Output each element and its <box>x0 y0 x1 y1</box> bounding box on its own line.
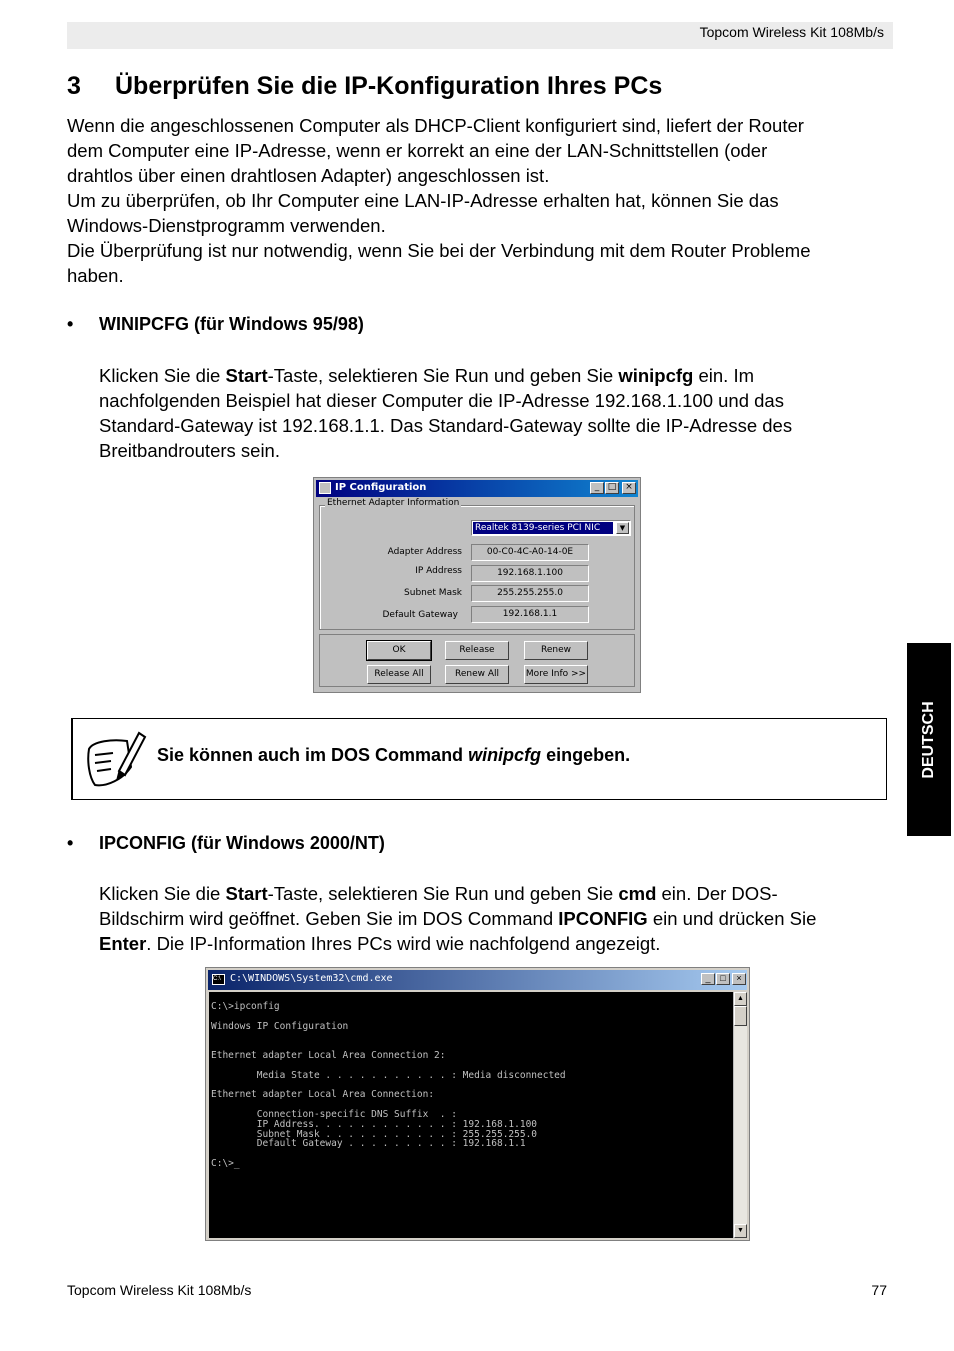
intro-line: Um zu überprüfen, ob Ihr Computer eine LAN-IP-Adresse erhalten hat, können Sie das <box>67 190 779 211</box>
cmd-term: cmd <box>618 883 657 904</box>
start-term: Start <box>225 883 268 904</box>
header-title: Topcom Wireless Kit 108Mb/s <box>699 24 884 40</box>
text: . Die IP-Information Ihres PCs wird wie nachfolgend angezeigt. <box>146 933 661 954</box>
renew-button[interactable]: Renew <box>524 641 588 660</box>
ok-button[interactable]: OK <box>367 641 431 660</box>
enter-term: Enter <box>99 933 147 954</box>
text: Klicken Sie die <box>99 365 226 386</box>
cmd-line: Media State . . . . . . . . . . . : Media disconnected <box>211 1070 566 1081</box>
bullet: • <box>67 833 74 853</box>
text: ein. Der DOS- <box>656 883 778 904</box>
ipconfig-line <box>99 931 899 956</box>
intro-line: Die Überprüfung ist nur notwendig, wenn Sie bei der Verbindung mit dem Router Probleme <box>67 240 811 261</box>
more-info-button[interactable]: More Info >> <box>524 665 588 684</box>
close-icon[interactable]: × <box>622 482 636 494</box>
dialog-title: IP Configuration <box>335 482 427 493</box>
cmd-title: C:\WINDOWS\System32\cmd.exe <box>230 973 393 984</box>
page-header <box>67 22 893 49</box>
intro-line: haben. <box>67 265 124 286</box>
network-icon <box>319 482 331 494</box>
text: -Taste, selektieren Sie Run und geben Sie <box>267 365 619 386</box>
cmd-line: C:\>_ <box>211 1158 240 1169</box>
minimize-icon[interactable]: _ <box>701 973 715 985</box>
winipcfg-line: Breitbandrouters sein. <box>99 440 280 461</box>
winipcfg-term: winipcfg <box>468 745 542 765</box>
language-tab <box>907 643 951 836</box>
footer-title: Topcom Wireless Kit 108Mb/s <box>67 1282 252 1298</box>
default-gateway-label: Default Gateway <box>382 610 458 620</box>
cmd-line: IP Address. . . . . . . . . . . . : 192.168.1.100 <box>211 1119 538 1130</box>
cmd-window <box>205 967 750 1241</box>
cmd-line: Default Gateway . . . . . . . . . : 192.168.1.1 <box>211 1138 526 1149</box>
winipcfg-paragraph <box>99 363 899 463</box>
section-number: 3 <box>67 72 81 100</box>
text: eingeben. <box>541 745 631 765</box>
bullet: • <box>67 314 74 334</box>
winipcfg-term: winipcfg <box>618 365 694 386</box>
section-heading <box>67 72 662 101</box>
maximize-icon[interactable]: □ <box>605 482 619 494</box>
cmd-output <box>209 992 733 1238</box>
adapter-selected: Realtek 8139-series PCI NIC <box>473 522 613 534</box>
ipconfig-term: IPCONFIG <box>558 908 648 929</box>
text: Klicken Sie die <box>99 883 226 904</box>
ipconfig-line <box>99 881 899 906</box>
winipcfg-line: Standard-Gateway ist 192.168.1.1. Das Standard-Gateway sollte die IP-Adresse des <box>99 415 793 436</box>
close-icon[interactable]: × <box>732 973 746 985</box>
language-tab-label: DEUTSCH <box>920 700 937 779</box>
note-text <box>157 745 630 766</box>
text: ein und drücken Sie <box>647 908 817 929</box>
ipconfig-heading <box>67 833 385 854</box>
scroll-down-icon[interactable]: ▼ <box>734 1224 747 1238</box>
release-button[interactable]: Release <box>445 641 509 660</box>
cmd-titlebar <box>208 970 747 990</box>
intro-line: drahtlos über einen drahtlosen Adapter) angeschlossen ist. <box>67 165 550 186</box>
text: Sie können auch im DOS Command <box>157 745 469 765</box>
minimize-icon[interactable]: _ <box>590 482 604 494</box>
ipconfig-paragraph <box>99 881 899 956</box>
text: Bildschirm wird geöffnet. Geben Sie im DOS Command <box>99 908 559 929</box>
cmd-scrollbar[interactable] <box>733 992 747 1238</box>
subnet-mask-label: Subnet Mask <box>404 588 462 598</box>
cmd-line: Windows IP Configuration <box>211 1021 349 1032</box>
text: ein. Im <box>693 365 755 386</box>
default-gateway-field: 192.168.1.1 <box>471 606 589 623</box>
winipcfg-heading <box>67 314 364 335</box>
subnet-mask-field: 255.255.255.0 <box>471 585 589 602</box>
ip-address-field: 192.168.1.100 <box>471 565 589 582</box>
page-number: 77 <box>871 1282 887 1298</box>
renew-all-button[interactable]: Renew All <box>445 665 509 684</box>
cmd-line: Connection-specific DNS Suffix . : <box>211 1109 457 1120</box>
note-pencil-icon <box>83 727 147 793</box>
section-title: Überprüfen Sie die IP-Konfiguration Ihres PCs <box>115 72 663 100</box>
cmd-line: Subnet Mask . . . . . . . . . . . : 255.255.255.0 <box>211 1129 538 1140</box>
winipcfg-line: nachfolgenden Beispiel hat dieser Computer die IP-Adresse 192.168.1.100 und das <box>99 390 784 411</box>
adapter-address-field: 00-C0-4C-A0-14-0E <box>471 544 589 561</box>
cmd-line: Ethernet adapter Local Area Connection 2: <box>211 1050 446 1061</box>
maximize-icon[interactable]: □ <box>716 973 730 985</box>
intro-line: dem Computer eine IP-Adresse, wenn er korrekt an eine der LAN-Schnittstellen (oder <box>67 140 768 161</box>
console-icon: C:\ <box>212 974 225 985</box>
cmd-line: Ethernet adapter Local Area Connection: <box>211 1089 435 1100</box>
adapter-select[interactable] <box>471 520 631 536</box>
release-all-button[interactable]: Release All <box>367 665 431 684</box>
scroll-up-icon[interactable]: ▲ <box>734 992 747 1006</box>
ip-address-label: IP Address <box>415 566 462 576</box>
chevron-down-icon[interactable]: ▼ <box>616 522 629 534</box>
text: -Taste, selektieren Sie Run und geben Sie <box>267 883 619 904</box>
winipcfg-line <box>99 363 899 388</box>
scroll-thumb[interactable] <box>734 1006 747 1026</box>
adapter-address-label: Adapter Address <box>387 547 462 557</box>
intro-paragraph <box>67 113 893 288</box>
cmd-line: C:\>ipconfig <box>211 1001 280 1012</box>
ipconfig-line <box>99 906 899 931</box>
start-term: Start <box>225 365 268 386</box>
dialog-titlebar <box>316 480 638 497</box>
ip-configuration-dialog <box>313 477 641 693</box>
ipconfig-heading-text: IPCONFIG (für Windows 2000/NT) <box>99 833 385 853</box>
winipcfg-heading-text: WINIPCFG (für Windows 95/98) <box>99 314 364 334</box>
groupbox-label: Ethernet Adapter Information <box>327 498 460 508</box>
intro-line: Windows-Dienstprogramm verwenden. <box>67 215 386 236</box>
intro-line: Wenn die angeschlossenen Computer als DHCP-Client konfiguriert sind, liefert der Router <box>67 115 804 136</box>
